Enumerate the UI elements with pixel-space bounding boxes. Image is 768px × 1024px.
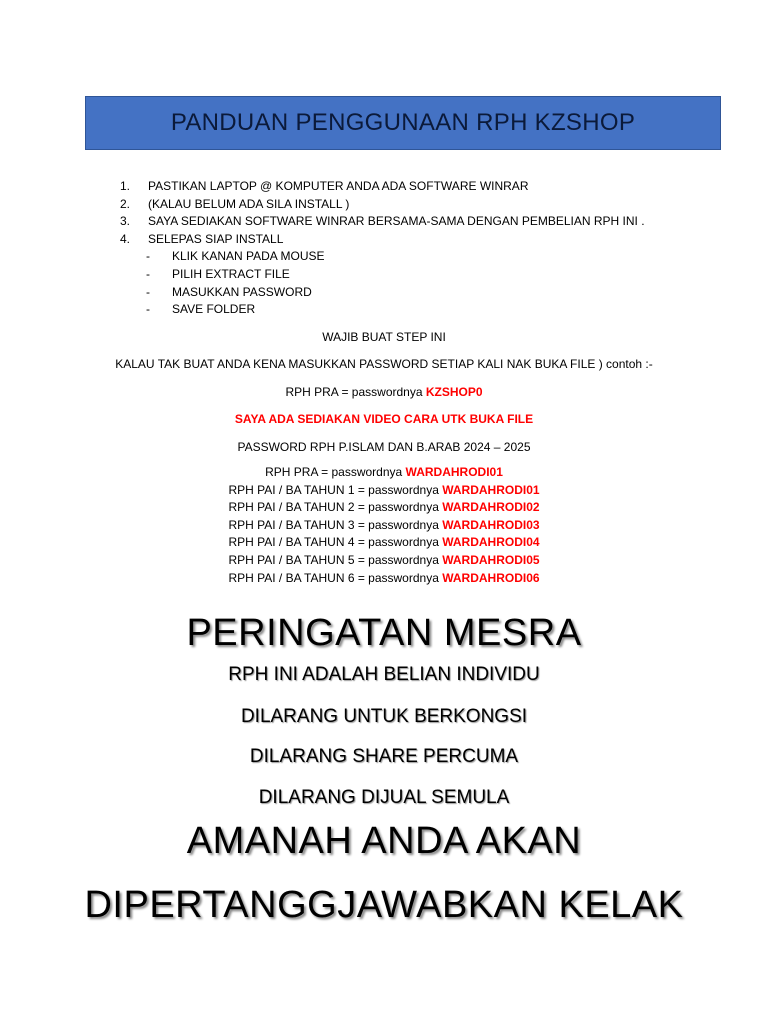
password-list: [0, 464, 768, 587]
list-item: 2. (KALAU BELUM ADA SILA INSTALL ): [120, 196, 350, 211]
steps-list: [120, 178, 720, 319]
closing-line: DIPERTANGGJAWABKAN KELAK: [84, 884, 684, 926]
sub-list-item: - PILIH EXTRACT FILE: [146, 266, 290, 281]
sub-list-item: - SAVE FOLDER: [146, 302, 256, 317]
password-row: RPH PAI / BA TAHUN 4 = passwordnya WARDAHRODI04: [228, 535, 540, 550]
password-row: RPH PRA = passwordnya WARDAHRODI01: [265, 465, 503, 479]
warning-line: DILARANG DIJUAL SEMULA: [258, 787, 510, 808]
password-row: RPH PAI / BA TAHUN 6 = passwordnya WARDAHRODI06: [228, 570, 540, 585]
warning-line: DILARANG SHARE PERCUMA: [249, 746, 519, 767]
password-value: KZSHOP0: [425, 385, 483, 399]
title-banner: [85, 96, 721, 150]
password-row: RPH PAI / BA TAHUN 5 = passwordnya WARDAHRODI05: [228, 552, 540, 567]
list-item: 1. PASTIKAN LAPTOP @ KOMPUTER ANDA ADA SOFTWARE WINRAR: [120, 179, 529, 193]
video-note: SAYA ADA SEDIAKAN VIDEO CARA UTK BUKA FILE: [234, 412, 534, 426]
password-row: RPH PAI / BA TAHUN 3 = passwordnya WARDAHRODI03: [228, 517, 540, 532]
sub-list-item: - KLIK KANAN PADA MOUSE: [146, 249, 325, 264]
sub-list-item: - MASUKKAN PASSWORD: [146, 284, 312, 299]
warning-title: PERINGATAN MESRA: [186, 612, 582, 654]
kalau-tak-note: KALAU TAK BUAT ANDA KENA MASUKKAN PASSWORD SETIAP KALI NAK BUKA FILE ) contoh :-: [115, 357, 653, 371]
page-title: PANDUAN PENGGUNAAN RPH KZSHOP: [170, 109, 636, 136]
password-heading: PASSWORD RPH P.ISLAM DAN B.ARAB 2024 – 2025: [237, 440, 531, 454]
list-item: 4. SELEPAS SIAP INSTALL: [120, 231, 284, 246]
list-item: 3. SAYA SEDIAKAN SOFTWARE WINRAR BERSAMA-SAMA DENGAN PEMBELIAN RPH INI .: [120, 214, 645, 229]
example-password: RPH PRA = passwordnya KZSHOP0: [285, 385, 483, 399]
warning-line: RPH INI ADALAH BELIAN INDIVIDU: [228, 664, 540, 685]
password-row: RPH PAI / BA TAHUN 1 = passwordnya WARDAHRODI01: [228, 482, 540, 497]
warning-line: DILARANG UNTUK BERKONGSI: [240, 706, 528, 727]
wajib-note: WAJIB BUAT STEP INI: [322, 330, 446, 344]
password-row: RPH PAI / BA TAHUN 2 = passwordnya WARDAHRODI02: [228, 500, 540, 515]
closing-line: AMANAH ANDA AKAN: [186, 820, 582, 862]
